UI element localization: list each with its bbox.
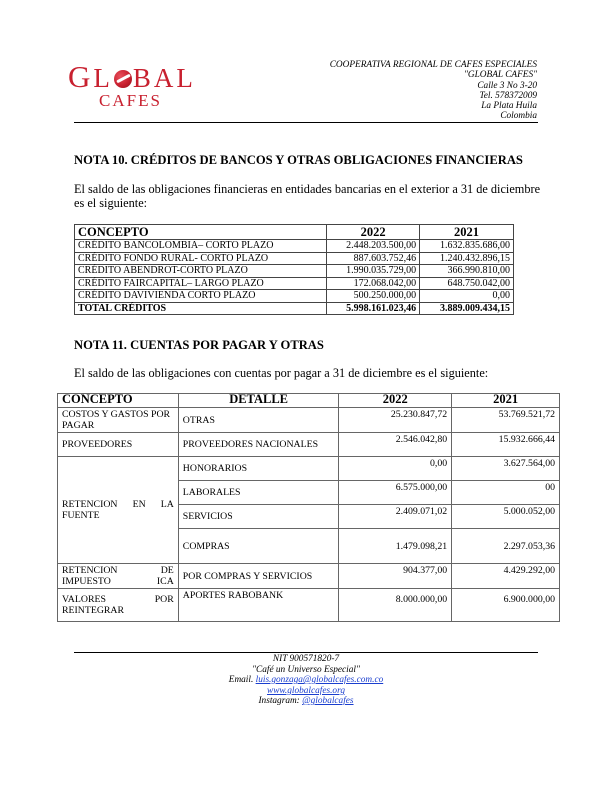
cell-detalle: SERVICIOS bbox=[178, 505, 339, 529]
cell-concepto: CRÉDITO BANCOLOMBIA– CORTO PLAZO bbox=[75, 240, 327, 253]
table-row bbox=[58, 457, 560, 481]
nota10-intro-line1: El saldo de las obligaciones financieras en entidades bancarias en el exterior a 31 de diciembre bbox=[74, 182, 541, 196]
org-country: Colombia bbox=[500, 111, 537, 122]
logo-wordmark bbox=[68, 59, 198, 94]
cell-2021: 15.932.666,44 bbox=[452, 433, 560, 457]
website-link[interactable]: www.globalcafes.org bbox=[267, 685, 345, 696]
organization-info bbox=[330, 60, 537, 122]
org-address: Calle 3 No 3-20 bbox=[477, 80, 537, 91]
col-header-detalle: DETALLE bbox=[178, 394, 339, 408]
cell-detalle: APORTES RABOBANK bbox=[178, 589, 339, 622]
cell-2022: 172.068.042,00 bbox=[327, 277, 420, 290]
nota10-intro-line2: es el siguiente: bbox=[74, 196, 148, 210]
table-row bbox=[58, 589, 560, 622]
email-label: Email. bbox=[228, 675, 256, 685]
cell-2022: 6.575.000,00 bbox=[339, 481, 452, 505]
col-header-concepto: CONCEPTO bbox=[75, 225, 327, 240]
col-header-2022: 2022 bbox=[327, 225, 420, 240]
instagram-label: Instagram: bbox=[258, 696, 303, 706]
table-row bbox=[58, 433, 560, 457]
cell-2021: 00 bbox=[452, 481, 560, 505]
cell-detalle: COMPRAS bbox=[178, 529, 339, 564]
org-name: COOPERATIVA REGIONAL DE CAFES ESPECIALES bbox=[329, 60, 537, 70]
cell-2022: 500.250.000,00 bbox=[327, 290, 420, 303]
cell-2022: 1.990.035.729,00 bbox=[327, 265, 420, 278]
table-row bbox=[75, 265, 514, 278]
footer-email-line bbox=[0, 675, 612, 686]
cell-2022: 25.230.847,72 bbox=[339, 408, 452, 433]
nota11-intro: El saldo de las obligaciones con cuentas por pagar a 31 de diciembre es el siguiente: bbox=[74, 366, 489, 380]
coffee-bean-globe-icon bbox=[114, 70, 132, 88]
cell-concepto: COSTOS Y GASTOS POR PAGAR bbox=[58, 408, 179, 433]
cell-detalle: HONORARIOS bbox=[178, 457, 339, 481]
footer-divider bbox=[74, 652, 538, 653]
footer-website-line bbox=[0, 686, 612, 697]
cell-2022: 904.377,00 bbox=[339, 564, 452, 589]
org-city: La Plata Huila bbox=[481, 101, 537, 112]
cell-2021: 53.769.521,72 bbox=[452, 408, 560, 433]
table-row bbox=[75, 252, 514, 265]
cell-2022: 8.000.000,00 bbox=[339, 589, 452, 622]
cell-concepto: CRÉDITO DAVIVIENDA CORTO PLAZO bbox=[75, 290, 327, 303]
org-short-name: "GLOBAL CAFES" bbox=[464, 70, 537, 81]
header-divider bbox=[74, 122, 538, 123]
logo-letters-bal: BAL bbox=[132, 63, 196, 93]
table-row bbox=[58, 408, 560, 433]
total-2022: 5.998.161.023,46 bbox=[327, 302, 420, 315]
email-link[interactable]: luis.gonzaga@globalcafes.com.co bbox=[255, 675, 384, 685]
total-label: TOTAL CRÉDITOS bbox=[75, 302, 327, 315]
table-row bbox=[75, 240, 514, 253]
cell-detalle: LABORALES bbox=[178, 481, 339, 505]
cell-2021: 5.000.052,00 bbox=[452, 505, 560, 529]
cell-concepto: VALORES POR REINTEGRAR bbox=[58, 589, 179, 622]
cell-concepto: CRÉDITO FONDO RURAL- CORTO PLAZO bbox=[75, 252, 327, 265]
cell-2021: 648.750.042,00 bbox=[420, 277, 514, 290]
total-row bbox=[75, 302, 514, 315]
cell-2021: 1.632.835.686,00 bbox=[420, 240, 514, 253]
cell-2021: 366.990.810,00 bbox=[420, 265, 514, 278]
instagram-link[interactable]: @globalcafes bbox=[302, 696, 354, 706]
org-phone: Tel. 578372009 bbox=[479, 90, 537, 101]
table-row bbox=[58, 564, 560, 589]
logo-subtitle: CAFES bbox=[99, 91, 162, 110]
cell-detalle: POR COMPRAS Y SERVICIOS bbox=[178, 564, 339, 589]
creditos-table bbox=[74, 224, 514, 315]
table-header-row bbox=[75, 225, 514, 240]
logo-letter-g: G bbox=[68, 59, 94, 94]
footer-slogan: "Café un Universo Especial" bbox=[252, 664, 360, 675]
cell-2021: 6.900.000,00 bbox=[452, 589, 560, 622]
cell-2022: 887.603.752,46 bbox=[327, 252, 420, 265]
nota10-title: NOTA 10. CRÉDITOS DE BANCOS Y OTRAS OBLIGACIONES FINANCIERAS bbox=[74, 153, 523, 167]
cell-detalle: OTRAS bbox=[178, 408, 339, 433]
global-cafes-logo bbox=[68, 59, 198, 111]
cell-2022: 2.448.203.500,00 bbox=[327, 240, 420, 253]
cell-2022: 2.546.042,80 bbox=[339, 433, 452, 457]
footer-nit: NIT 900571820-7 bbox=[272, 654, 340, 664]
table-header-row bbox=[58, 394, 560, 408]
cell-concepto: CRÉDITO ABENDROT-CORTO PLAZO bbox=[75, 265, 327, 278]
total-2021: 3.889.009.434,15 bbox=[420, 302, 514, 315]
cell-2021: 3.627.564,00 bbox=[452, 457, 560, 481]
cell-2022: 0,00 bbox=[339, 457, 452, 481]
footer bbox=[0, 654, 612, 707]
col-header-concepto: CONCEPTO bbox=[58, 394, 179, 408]
cell-concepto: PROVEEDORES bbox=[58, 433, 179, 457]
cell-concepto: RETENCION DE IMPUESTO ICA bbox=[58, 564, 179, 589]
cell-detalle: PROVEEDORES NACIONALES bbox=[178, 433, 339, 457]
cell-2021: 4.429.292,00 bbox=[452, 564, 560, 589]
footer-instagram-line bbox=[0, 696, 612, 707]
table-row bbox=[75, 277, 514, 290]
cell-2021: 2.297.053,36 bbox=[452, 529, 560, 564]
cell-2022: 1.479.098,21 bbox=[339, 529, 452, 564]
cell-concepto: RETENCION EN LA FUENTE bbox=[58, 457, 179, 564]
col-header-2021: 2021 bbox=[452, 394, 560, 408]
col-header-2022: 2022 bbox=[339, 394, 452, 408]
col-header-2021: 2021 bbox=[420, 225, 514, 240]
nota11-title: NOTA 11. CUENTAS POR PAGAR Y OTRAS bbox=[74, 338, 324, 352]
logo-letter-l: L bbox=[93, 63, 113, 93]
cell-2021: 1.240.432.896,15 bbox=[420, 252, 514, 265]
cuentas-por-pagar-table bbox=[57, 393, 560, 622]
cell-2021: 0,00 bbox=[420, 290, 514, 303]
nota10-intro bbox=[74, 182, 544, 210]
cell-concepto: CRÉDITO FAIRCAPITAL– LARGO PLAZO bbox=[75, 277, 327, 290]
table-row bbox=[75, 290, 514, 303]
cell-2022: 2.409.071,02 bbox=[339, 505, 452, 529]
